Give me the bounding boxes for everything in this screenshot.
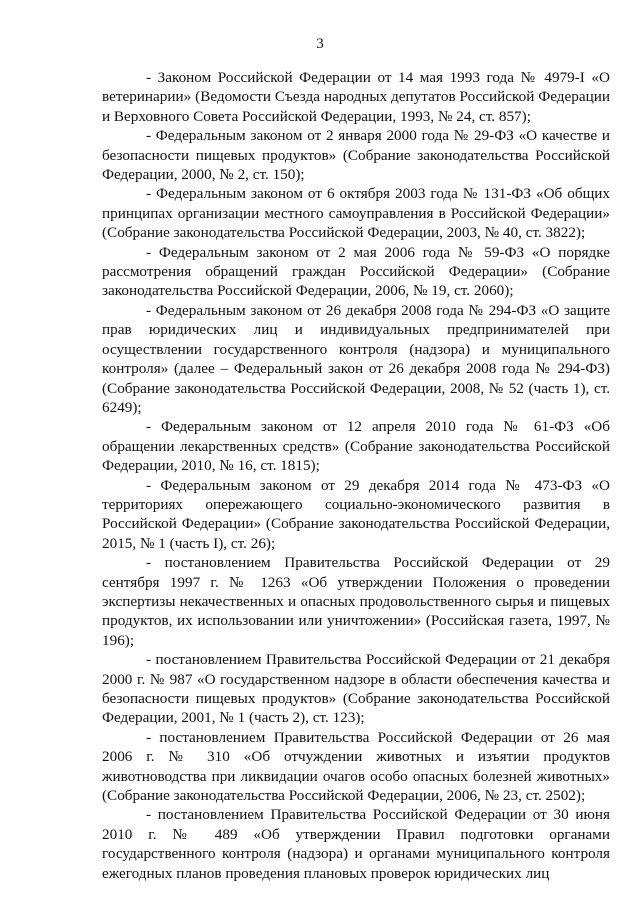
- legal-basis-item: - Федеральным законом от 26 декабря 2008 года № 294-ФЗ «О защите прав юридических лиц и индивидуальных предпринимателей при осуществлении государственного контроля (надзора) и муниципального контроля» (далее – Федеральный закон от 26 декабря 2008 года № 294-ФЗ) (Собрание законодательства Российской Федерации, 2008, № 52 (часть 1), ст. 6249);: [102, 301, 610, 416]
- legal-basis-item: - постановлением Правительства Российской Федерации от 30 июня 2010 г. № 489 «Об утверждении Правил подготовки органами государственного контроля (надзора) и органами муниципального контроля ежегодных планов проведения плановых проверок юридических лиц: [102, 806, 610, 882]
- legal-basis-item: - постановлением Правительства Российской Федерации от 21 декабря 2000 г. № 987 «О государственном надзоре в области обеспечения качества и безопасности пищевых продуктов» (Собрание законодательства Российской Федерации, 2001, № 1 (часть 2), ст. 123);: [102, 651, 610, 727]
- legal-basis-item: - Федеральным законом от 2 мая 2006 года № 59-ФЗ «О порядке рассмотрения обращений граждан Российской Федерации» (Собрание законодательства Российской Федерации, 2006, № 19, ст. 2060);: [102, 243, 610, 300]
- legal-basis-item: - Федеральным законом от 6 октября 2003 года № 131-ФЗ «Об общих принципах организации местного самоуправления в Российской Федерации» (Собрание законодательства Российской Федерации, 2003, № 40, ст. 3822);: [102, 185, 610, 242]
- document-body: [102, 68, 610, 883]
- legal-basis-item: - Федеральным законом от 2 января 2000 года № 29-ФЗ «О качестве и безопасности пищевых продуктов» (Собрание законодательства Российской Федерации, 2000, № 2, ст. 150);: [102, 127, 610, 184]
- page-number: 3: [316, 36, 324, 52]
- legal-basis-item: - Федеральным законом от 29 декабря 2014 года № 473-ФЗ «О территориях опережающего социально-экономического развития в Российской Федерации» (Собрание законодательства Российской Федерации, 2015, № 1 (часть I), ст. 26);: [102, 476, 610, 552]
- legal-basis-item: - постановлением Правительства Российской Федерации от 26 мая 2006 г. № 310 «Об отчуждении животных и изъятии продуктов животноводства при ликвидации очагов особо опасных болезней животных» (Собрание законодательства Российской Федерации, 2006, № 23, ст. 2502);: [102, 728, 610, 805]
- legal-basis-item: - Федеральным законом от 12 апреля 2010 года № 61-ФЗ «Об обращении лекарственных средств» (Собрание законодательства Российской Федерации, 2010, № 16, ст. 1815);: [102, 418, 610, 475]
- legal-basis-item: - Законом Российской Федерации от 14 мая 1993 года № 4979-I «О ветеринарии» (Ведомости Съезда народных депутатов Российской Федерации и Верховного Совета Российской Федерации, 1993, № 24, ст. 857);: [102, 69, 610, 125]
- legal-basis-item: - постановлением Правительства Российской Федерации от 29 сентября 1997 г. № 1263 «Об утверждении Положения о проведении экспертизы некачественных и опасных продовольственного сырья и пищевых продуктов, их использовании или уничтожении» (Российская газета, 1997, № 196);: [102, 554, 610, 649]
